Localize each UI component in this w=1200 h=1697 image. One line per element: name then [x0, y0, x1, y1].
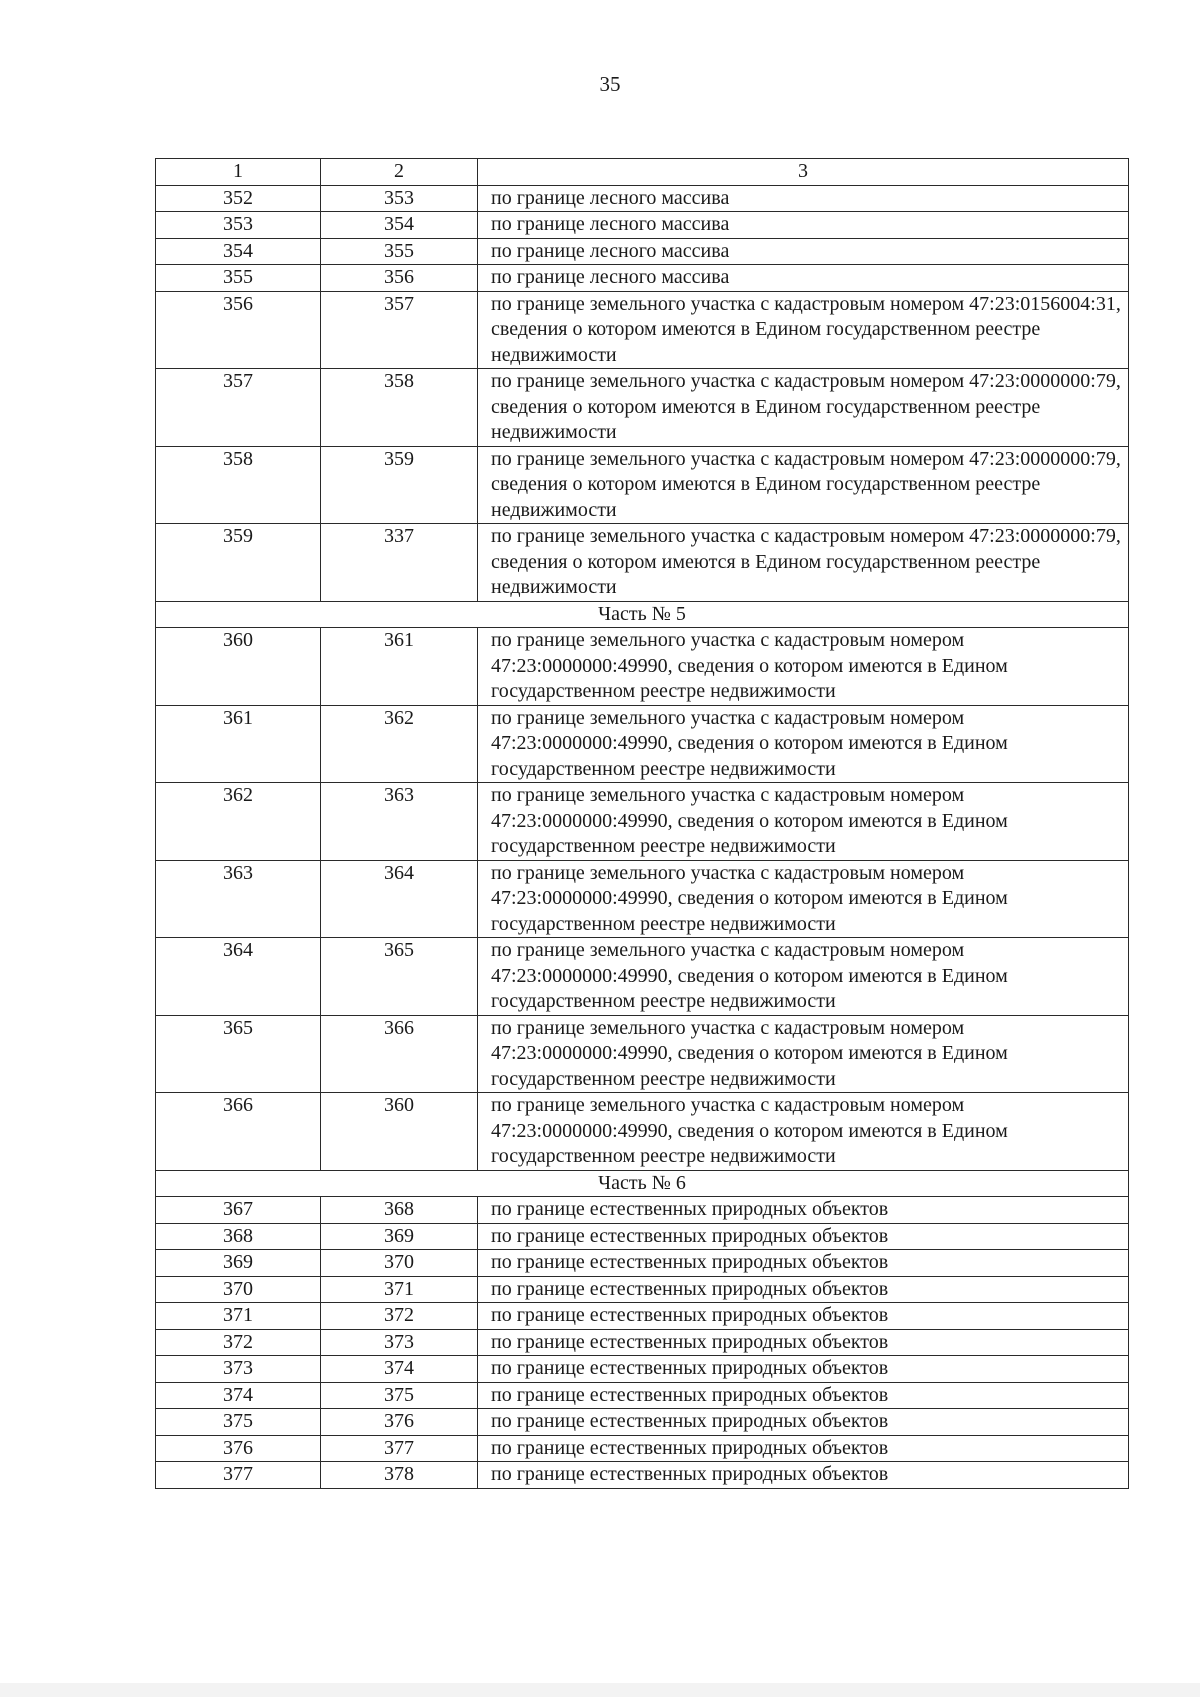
point-to-cell: 375	[321, 1382, 478, 1409]
point-to-cell: 374	[321, 1356, 478, 1383]
boundary-description-cell: по границе земельного участка с кадастровым номером 47:23:0000000:49990, сведения о котором имеются в Едином государственном реестре недвижимости	[478, 1015, 1129, 1093]
point-from-cell: 377	[156, 1462, 321, 1489]
point-from-cell: 356	[156, 291, 321, 369]
table-row	[156, 1223, 1129, 1250]
point-to-cell: 355	[321, 238, 478, 265]
table-row	[156, 1250, 1129, 1277]
boundary-description-cell: по границе лесного массива	[478, 185, 1129, 212]
point-to-cell: 376	[321, 1409, 478, 1436]
table-row	[156, 524, 1129, 602]
point-from-cell: 355	[156, 265, 321, 292]
table-row	[156, 1197, 1129, 1224]
table-row	[156, 185, 1129, 212]
point-to-cell: 354	[321, 212, 478, 239]
point-from-cell: 367	[156, 1197, 321, 1224]
page-number: 35	[599, 72, 621, 96]
point-from-cell: 370	[156, 1276, 321, 1303]
point-to-cell: 370	[321, 1250, 478, 1277]
boundary-description-cell: по границе земельного участка с кадастровым номером 47:23:0000000:49990, сведения о котором имеются в Едином государственном реестре недвижимости	[478, 938, 1129, 1016]
point-from-cell: 373	[156, 1356, 321, 1383]
table-body	[156, 159, 1129, 1489]
boundary-description-cell: по границе естественных природных объектов	[478, 1382, 1129, 1409]
boundary-description-cell: по границе естественных природных объектов	[478, 1197, 1129, 1224]
point-from-cell: 360	[156, 628, 321, 706]
boundary-description-cell: по границе естественных природных объектов	[478, 1435, 1129, 1462]
scan-edge	[0, 1683, 1200, 1697]
section-title: Часть № 5	[156, 601, 1129, 628]
boundary-description-cell: по границе естественных природных объектов	[478, 1303, 1129, 1330]
point-to-cell: 366	[321, 1015, 478, 1093]
point-to-cell: 359	[321, 446, 478, 524]
table-row	[156, 705, 1129, 783]
point-to-cell: 372	[321, 1303, 478, 1330]
table-row	[156, 1409, 1129, 1436]
boundary-description-cell: по границе земельного участка с кадастровым номером 47:23:0000000:49990, сведения о котором имеются в Едином государственном реестре недвижимости	[478, 705, 1129, 783]
boundary-description-cell: по границе земельного участка с кадастровым номером 47:23:0000000:79, сведения о котором имеются в Едином государственном реестре недвижимости	[478, 369, 1129, 447]
point-to-cell: 373	[321, 1329, 478, 1356]
point-from-cell: 362	[156, 783, 321, 861]
point-to-cell: 369	[321, 1223, 478, 1250]
point-from-cell: 365	[156, 1015, 321, 1093]
table-row	[156, 212, 1129, 239]
table-row	[156, 446, 1129, 524]
boundary-description-cell: по границе естественных природных объектов	[478, 1409, 1129, 1436]
point-from-cell: 361	[156, 705, 321, 783]
boundary-description-cell: по границе лесного массива	[478, 212, 1129, 239]
table-row	[156, 628, 1129, 706]
boundary-description-cell: по границе земельного участка с кадастровым номером 47:23:0000000:49990, сведения о котором имеются в Едином государственном реестре недвижимости	[478, 628, 1129, 706]
table-row	[156, 1356, 1129, 1383]
point-from-cell: 366	[156, 1093, 321, 1171]
boundary-description-cell: по границе естественных природных объектов	[478, 1223, 1129, 1250]
boundary-description-cell: по границе земельного участка с кадастровым номером 47:23:0000000:49990, сведения о котором имеются в Едином государственном реестре недвижимости	[478, 1093, 1129, 1171]
boundary-description-cell: по границе естественных природных объектов	[478, 1250, 1129, 1277]
point-to-cell: 371	[321, 1276, 478, 1303]
point-to-cell: 361	[321, 628, 478, 706]
boundary-description-cell: по границе лесного массива	[478, 238, 1129, 265]
point-from-cell: 357	[156, 369, 321, 447]
point-to-cell: 360	[321, 1093, 478, 1171]
boundary-description-cell: по границе естественных природных объектов	[478, 1329, 1129, 1356]
column-header-1: 1	[156, 159, 321, 186]
point-to-cell: 363	[321, 783, 478, 861]
point-to-cell: 368	[321, 1197, 478, 1224]
point-from-cell: 354	[156, 238, 321, 265]
table-header-row	[156, 159, 1129, 186]
boundary-table	[155, 158, 1129, 1489]
boundary-description-cell: по границе естественных природных объектов	[478, 1356, 1129, 1383]
table-row	[156, 369, 1129, 447]
table-row	[156, 1382, 1129, 1409]
table-row	[156, 265, 1129, 292]
table-row	[156, 783, 1129, 861]
point-to-cell: 353	[321, 185, 478, 212]
section-title: Часть № 6	[156, 1170, 1129, 1197]
table-row	[156, 1093, 1129, 1171]
point-to-cell: 358	[321, 369, 478, 447]
table-row	[156, 1303, 1129, 1330]
point-from-cell: 375	[156, 1409, 321, 1436]
point-from-cell: 371	[156, 1303, 321, 1330]
table-row	[156, 1276, 1129, 1303]
section-title-row	[156, 1170, 1129, 1197]
point-from-cell: 359	[156, 524, 321, 602]
table-row	[156, 238, 1129, 265]
table-row	[156, 938, 1129, 1016]
point-to-cell: 377	[321, 1435, 478, 1462]
table-row	[156, 291, 1129, 369]
table-row	[156, 860, 1129, 938]
point-to-cell: 364	[321, 860, 478, 938]
column-header-3: 3	[478, 159, 1129, 186]
boundary-description-cell: по границе земельного участка с кадастровым номером 47:23:0156004:31, сведения о котором имеются в Едином государственном реестре недвижимости	[478, 291, 1129, 369]
table-row	[156, 1329, 1129, 1356]
boundary-description-cell: по границе лесного массива	[478, 265, 1129, 292]
point-from-cell: 368	[156, 1223, 321, 1250]
boundary-description-cell: по границе земельного участка с кадастровым номером 47:23:0000000:79, сведения о котором имеются в Едином государственном реестре недвижимости	[478, 446, 1129, 524]
point-to-cell: 356	[321, 265, 478, 292]
point-from-cell: 369	[156, 1250, 321, 1277]
boundary-description-cell: по границе земельного участка с кадастровым номером 47:23:0000000:49990, сведения о котором имеются в Едином государственном реестре недвижимости	[478, 860, 1129, 938]
boundary-description-cell: по границе земельного участка с кадастровым номером 47:23:0000000:49990, сведения о котором имеются в Едином государственном реестре недвижимости	[478, 783, 1129, 861]
table-row	[156, 1015, 1129, 1093]
section-title-row	[156, 601, 1129, 628]
point-to-cell: 365	[321, 938, 478, 1016]
point-from-cell: 374	[156, 1382, 321, 1409]
point-from-cell: 353	[156, 212, 321, 239]
point-from-cell: 364	[156, 938, 321, 1016]
boundary-description-cell: по границе земельного участка с кадастровым номером 47:23:0000000:79, сведения о котором имеются в Едином государственном реестре недвижимости	[478, 524, 1129, 602]
point-to-cell: 378	[321, 1462, 478, 1489]
point-to-cell: 337	[321, 524, 478, 602]
column-header-2: 2	[321, 159, 478, 186]
point-from-cell: 376	[156, 1435, 321, 1462]
point-to-cell: 357	[321, 291, 478, 369]
point-from-cell: 352	[156, 185, 321, 212]
table-row	[156, 1462, 1129, 1489]
point-to-cell: 362	[321, 705, 478, 783]
point-from-cell: 363	[156, 860, 321, 938]
point-from-cell: 358	[156, 446, 321, 524]
boundary-description-cell: по границе естественных природных объектов	[478, 1276, 1129, 1303]
table-row	[156, 1435, 1129, 1462]
point-from-cell: 372	[156, 1329, 321, 1356]
boundary-description-cell: по границе естественных природных объектов	[478, 1462, 1129, 1489]
